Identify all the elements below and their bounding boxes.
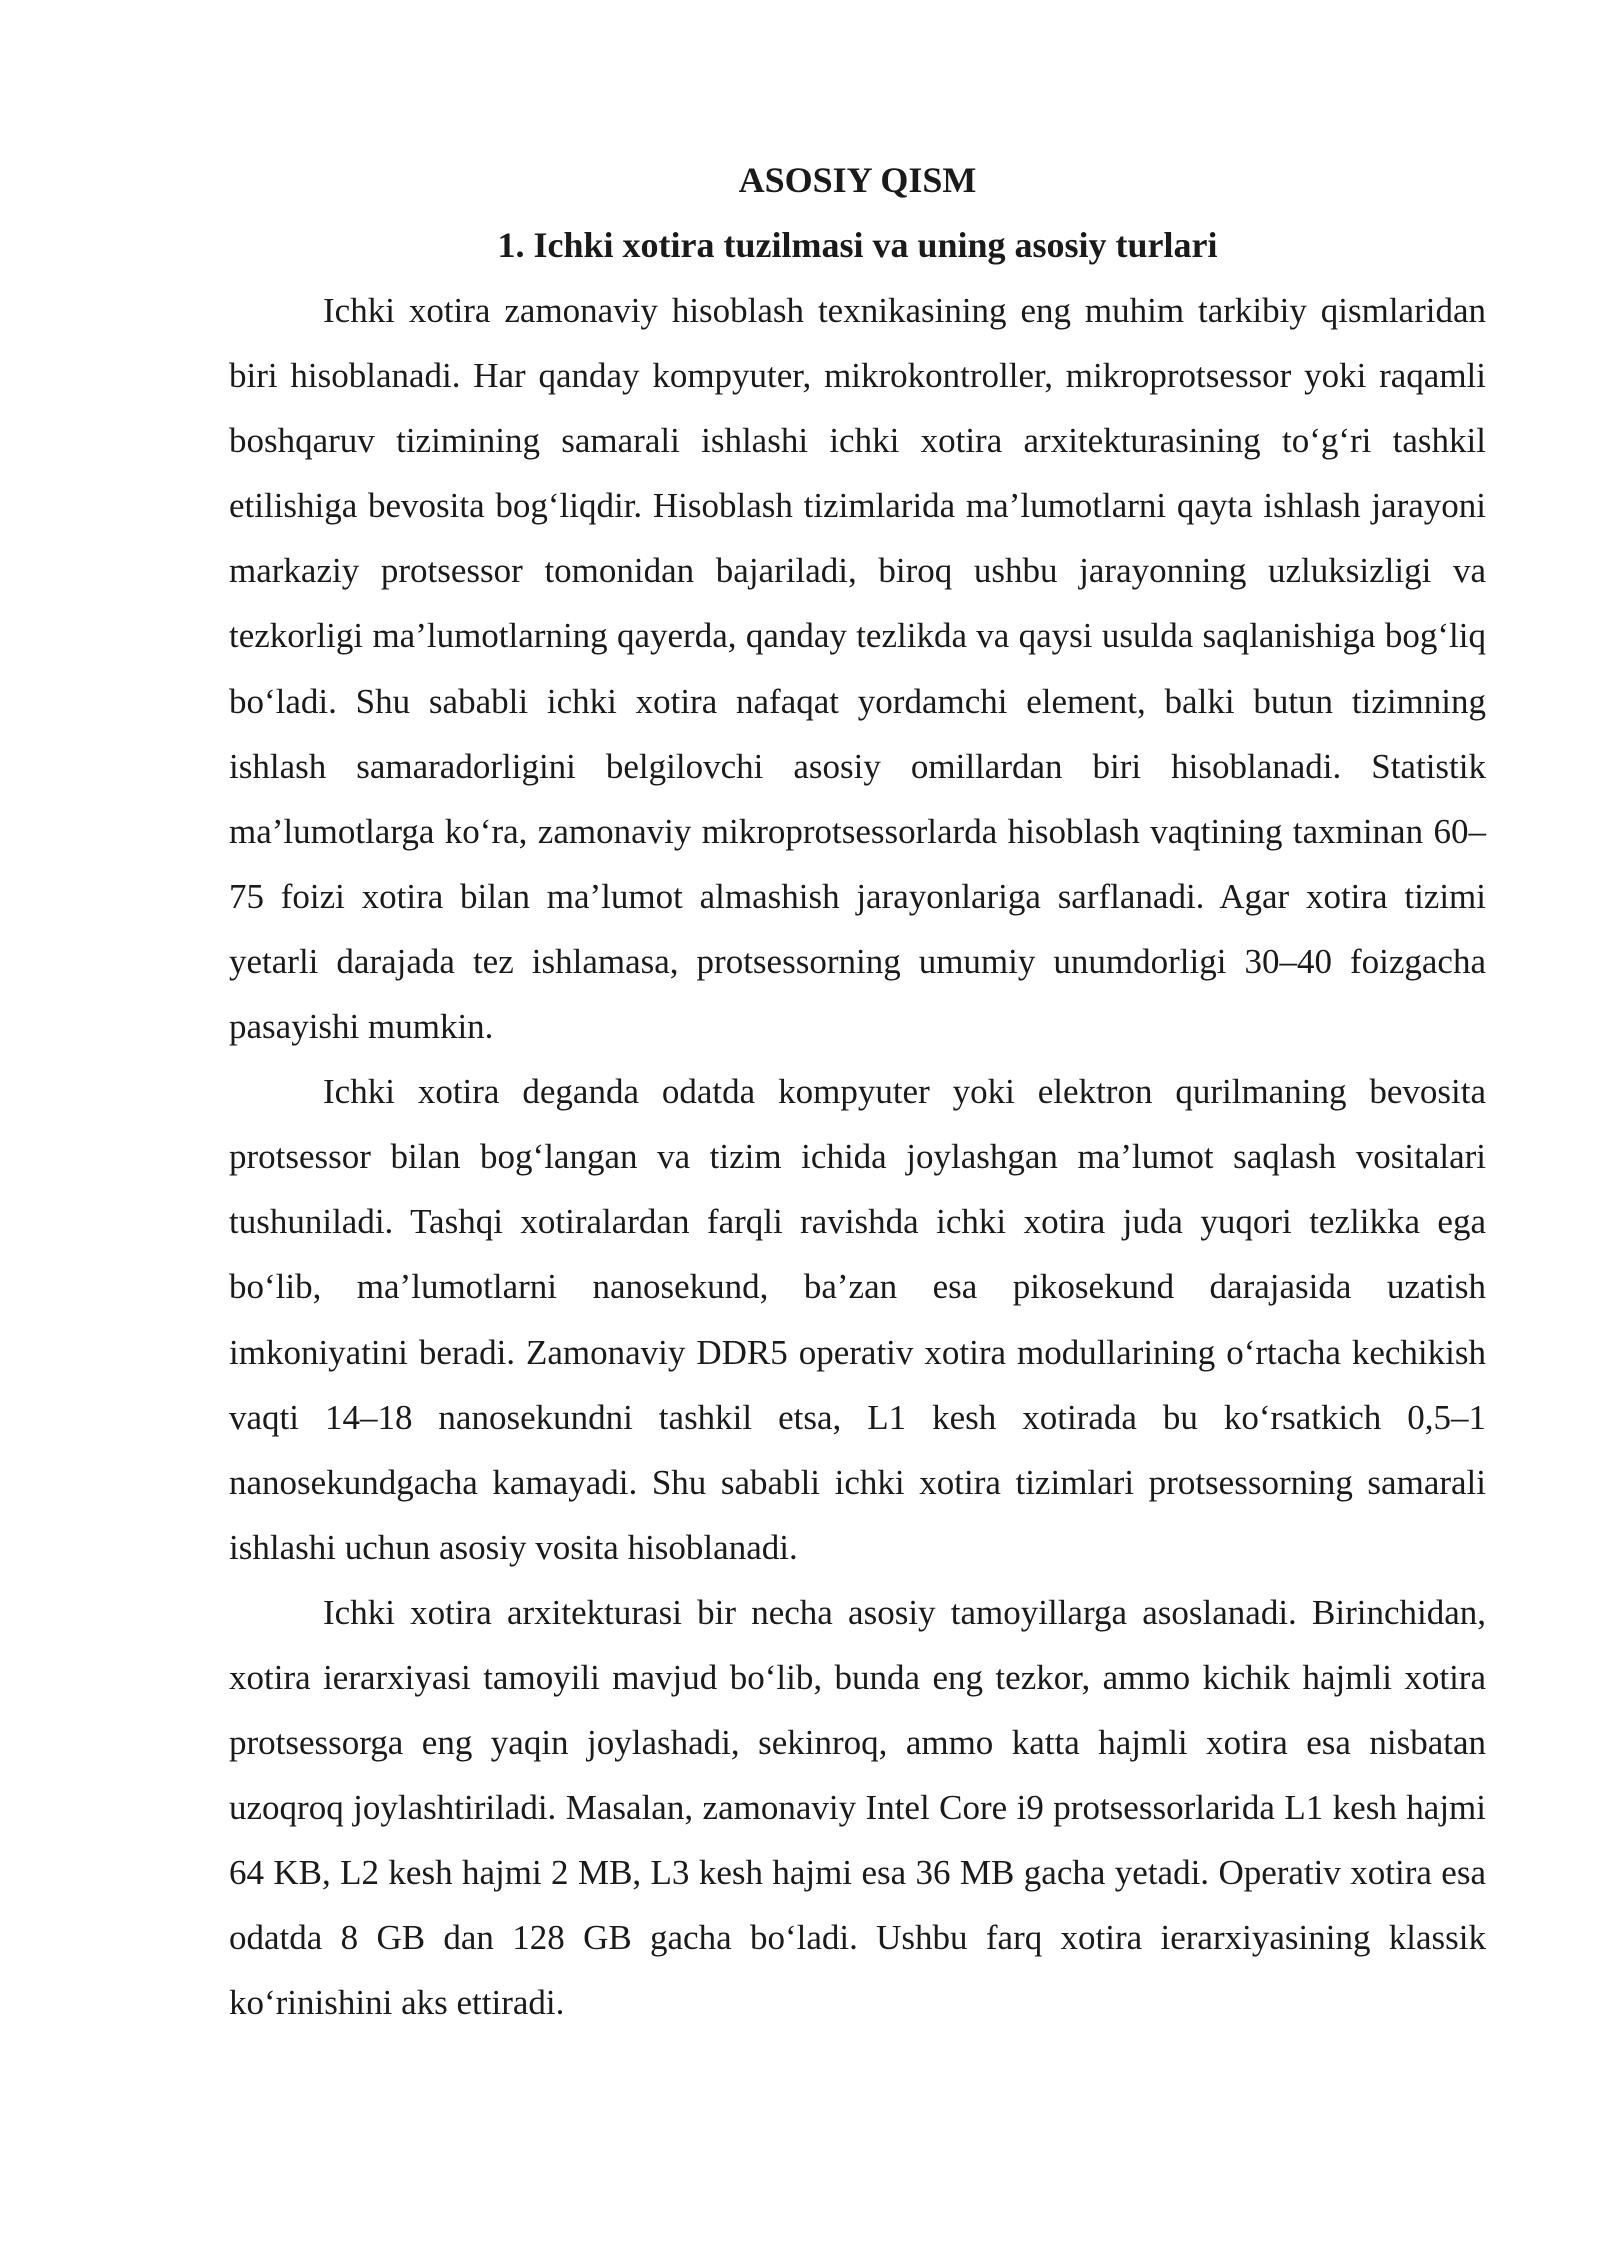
chapter-title: 1. Ichki xotira tuzilmasi va uning asosiy turlari (497, 225, 1218, 265)
paragraph-2: Ichki xotira deganda odatda kompyuter yoki elektron qurilmaning bevosita protsessor bilan bog‘langan va tizim ichida joylashgan ma’lumot saqlash vositalari tushuniladi. Tashqi xotiralardan farqli ravishda ichki xotira juda yuqori tezlikka ega bo‘lib, ma’lumotlarni nanosekund, ba’zan esa pikosekund darajasida uzatish imkoniyatini beradi. Zamonaviy DDR5 operativ xotira modullarining o‘rtacha kechikish vaqti 14–18 nanosekundni tashkil etsa, L1 kesh xotirada bu ko‘rsatkich 0,5–1 nanosekundgacha kamayadi. Shu sababli ichki xotira tizimlari protsessorning samarali ishlashi uchun asosiy vosita hisoblanadi. (229, 1072, 1486, 1567)
section-title: ASOSIY QISM (738, 160, 977, 200)
paragraph-1: Ichki xotira zamonaviy hisoblash texnikasining eng muhim tarkibiy qismlaridan biri hisoblanadi. Har qanday kompyuter, mikrokontroller, mikroprotsessor yoki raqamli boshqaruv tizimining samarali ishlashi ichki xotira arxitekturasining to‘g‘ri tashkil etilishiga bevosita bog‘liqdir. Hisoblash tizimlarida ma’lumotlarni qayta ishlash jarayoni markaziy protsessor tomonidan bajariladi, biroq ushbu jarayonning uzluksizligi va tezkorligi ma’lumotlarning qayerda, qanday tezlikda va qaysi usulda saqlanishiga bog‘liq bo‘ladi. Shu sababli ichki xotira nafaqat yordamchi element, balki butun tizimning ishlash samaradorligini belgilovchi asosiy omillardan biri hisoblanadi. Statistik ma’lumotlarga ko‘ra, zamonaviy mikroprotsessorlarda hisoblash vaqtining taxminan 60–75 foizi xotira bilan ma’lumot almashish jarayonlariga sarflanadi. Agar xotira tizimi yetarli darajada tez ishlamasa, protsessorning umumiy unumdorligi 30–40 foizgacha pasayishi mumkin. (229, 291, 1486, 1047)
document-page (229, 148, 1486, 2036)
paragraph-3: Ichki xotira arxitekturasi bir necha asosiy tamoyillarga asoslanadi. Birinchidan, xotira ierarxiyasi tamoyili mavjud bo‘lib, bunda eng tezkor, ammo kichik hajmli xotira protsessorga eng yaqin joylashadi, sekinroq, ammo katta hajmli xotira esa nisbatan uzoqroq joylashtiriladi. Masalan, zamonaviy Intel Core i9 protsessorlarida L1 kesh hajmi 64 KB, L2 kesh hajmi 2 MB, L3 kesh hajmi esa 36 MB gacha yetadi. Operativ xotira esa odatda 8 GB dan 128 GB gacha bo‘ladi. Ushbu farq xotira ierarxiyasining klassik ko‘rinishini aks ettiradi. (229, 1592, 1486, 2023)
